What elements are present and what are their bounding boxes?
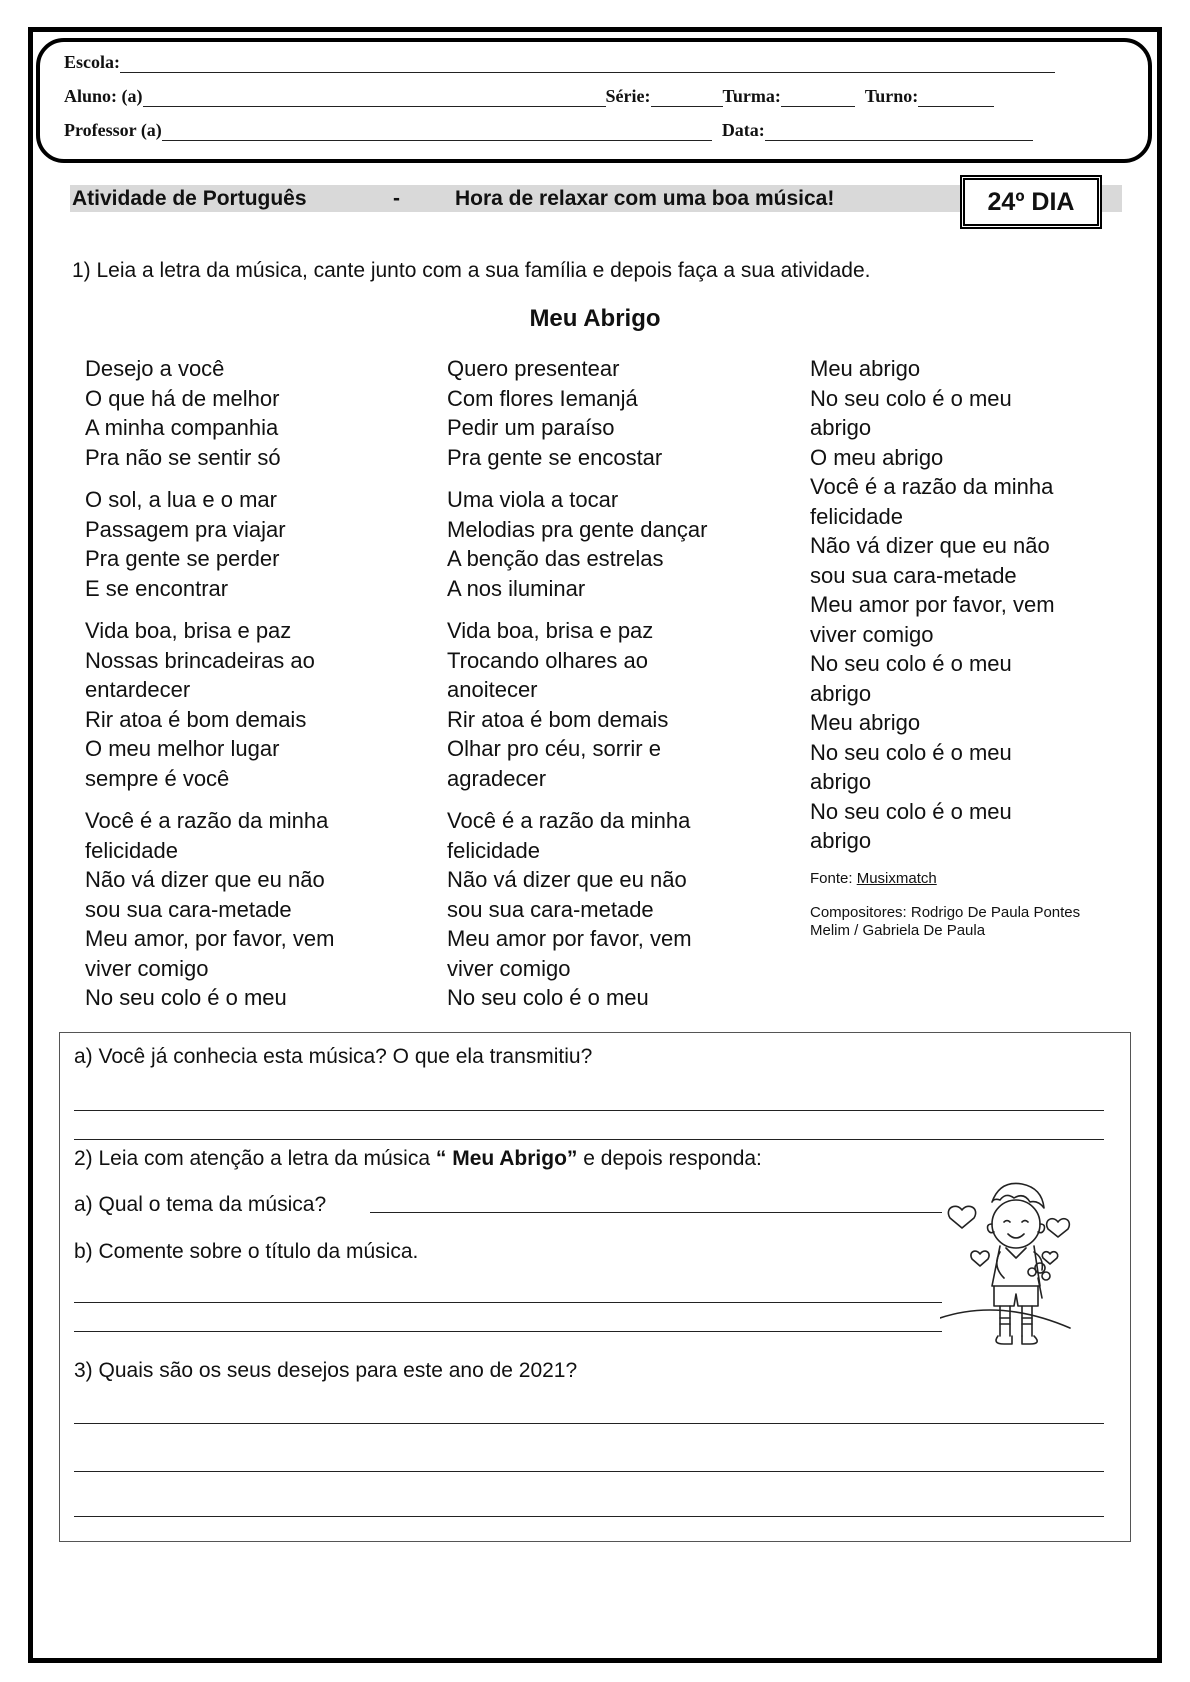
- lyric-line: A minha companhia: [85, 415, 279, 440]
- lyric-line: Você é a razão da minha: [447, 808, 691, 833]
- lyric-line: Meu abrigo: [810, 710, 921, 735]
- composers-text: Melim / Gabriela De Paula: [810, 921, 986, 939]
- answer-line[interactable]: [74, 1139, 1104, 1140]
- source-label: Fonte:: [810, 869, 857, 887]
- composers-text: Compositores: Rodrigo De Paula Pontes: [810, 903, 1081, 921]
- lyric-line: Meu amor, por favor, vem: [85, 926, 335, 951]
- lyric-line: sou sua cara-metade: [447, 896, 654, 922]
- lyric-line: sou sua cara-metade: [85, 896, 292, 922]
- student-row: [64, 86, 994, 107]
- lyric-line: O sol, a lua e o mar: [85, 487, 277, 512]
- lyric-line: O que há de melhor: [85, 385, 280, 411]
- lyric-line: sou sua cara-metade: [810, 562, 1017, 588]
- stanza: [85, 806, 425, 1013]
- lyric-line: Meu abrigo: [810, 356, 921, 381]
- answer-line[interactable]: [370, 1212, 942, 1213]
- answer-line[interactable]: [74, 1302, 942, 1303]
- class-label: Turma:: [722, 86, 781, 106]
- composers-line: [810, 904, 1110, 940]
- lyric-line: No seu colo é o meu: [447, 985, 649, 1010]
- shift-field[interactable]: [918, 90, 994, 107]
- lyrics-column-1: [85, 354, 425, 1026]
- school-label: Escola:: [64, 52, 120, 72]
- lyric-line: No seu colo é o meu: [810, 651, 1012, 676]
- lyric-line: Com flores Iemanjá: [447, 385, 638, 411]
- date-label: Data:: [721, 120, 765, 140]
- lyric-line: Meu amor por favor, vem: [447, 926, 692, 951]
- lyric-line: Vida boa, brisa e paz: [447, 618, 654, 643]
- source-line: [810, 870, 1110, 888]
- lyric-line: abrigo: [810, 680, 872, 706]
- lyric-line: A benção das estrelas: [447, 546, 664, 571]
- stanza: [85, 485, 425, 603]
- lyric-line: No seu colo é o meu: [810, 798, 1012, 824]
- song-title: Meu Abrigo: [529, 305, 661, 332]
- lyric-line: Rir atoa é bom demais: [447, 706, 669, 732]
- class-field[interactable]: [781, 90, 855, 107]
- lyric-line: O meu melhor lugar: [85, 736, 280, 761]
- lyric-line: Você é a razão da minha: [85, 808, 329, 833]
- stanza: [447, 354, 787, 472]
- stanza: [85, 616, 425, 793]
- day-badge: 24º DIA: [960, 175, 1102, 229]
- lyric-line: Pra gente se perder: [85, 546, 280, 571]
- date-field[interactable]: [765, 124, 1033, 141]
- lyric-line: No seu colo é o meu: [85, 985, 287, 1010]
- lyric-line: Pra gente se encostar: [447, 444, 663, 470]
- lyric-line: viver comigo: [810, 621, 934, 647]
- lyric-line: felicidade: [85, 837, 178, 863]
- answer-line[interactable]: [74, 1331, 942, 1332]
- lyric-line: felicidade: [447, 837, 540, 863]
- stanza: [447, 485, 787, 603]
- lyric-line: Não vá dizer que eu não: [447, 867, 687, 892]
- question-3: 3) Quais são os seus desejos para este ano de 2021?: [74, 1359, 578, 1382]
- lyrics-column-3: [810, 354, 1110, 940]
- lyric-line: Pedir um paraíso: [447, 415, 615, 440]
- school-row: [64, 52, 1055, 73]
- lyric-line: Meu amor por favor, vem: [810, 592, 1055, 617]
- lyric-line: Passagem pra viajar: [85, 516, 286, 542]
- question-2-text-end: e depois responda:: [577, 1147, 762, 1170]
- lyric-line: entardecer: [85, 677, 191, 702]
- answer-line[interactable]: [74, 1516, 1104, 1517]
- lyric-line: sempre é você: [85, 765, 230, 791]
- teacher-row: [64, 120, 1033, 141]
- lyric-line: Você é a razão da minha: [810, 474, 1054, 499]
- heart-icon: [1047, 1219, 1070, 1237]
- lyric-line: Não vá dizer que eu não: [810, 533, 1050, 558]
- lyric-line: viver comigo: [85, 955, 209, 981]
- lyric-line: agradecer: [447, 765, 547, 791]
- lyric-line: abrigo: [810, 769, 872, 794]
- lyric-line: No seu colo é o meu: [810, 739, 1012, 765]
- lyric-line: Uma viola a tocar: [447, 487, 619, 512]
- lyrics-column-2: [447, 354, 787, 1026]
- lyric-line: felicidade: [810, 503, 903, 529]
- question-2-text: 2) Leia com atenção a letra da música: [74, 1147, 436, 1170]
- teacher-label: Professor (a): [64, 120, 162, 140]
- lyric-line: O meu abrigo: [810, 444, 944, 470]
- lyric-line: Desejo a você: [85, 356, 225, 381]
- question-2b: b) Comente sobre o título da música.: [74, 1240, 419, 1263]
- answer-line[interactable]: [74, 1471, 1104, 1472]
- lyric-line: Rir atoa é bom demais: [85, 706, 307, 732]
- heart-icon: [948, 1206, 975, 1228]
- heart-icon: [1042, 1252, 1057, 1264]
- shift-label: Turno:: [864, 86, 919, 106]
- grade-field[interactable]: [651, 90, 723, 107]
- grade-label: Série:: [605, 86, 651, 106]
- lyric-line: E se encontrar: [85, 575, 229, 601]
- heart-icon: [971, 1251, 989, 1266]
- answer-line[interactable]: [74, 1110, 1104, 1111]
- lyric-line: Não vá dizer que eu não: [85, 867, 325, 892]
- student-label: Aluno: (a): [64, 86, 143, 106]
- lyric-line: Quero presentear: [447, 356, 620, 381]
- lyric-line: abrigo: [810, 828, 872, 853]
- stanza: [447, 806, 787, 1013]
- instruction-text: 1) Leia a letra da música, cante junto com a sua família e depois faça a sua atividade.: [72, 259, 871, 282]
- lyric-line: Nossas brincadeiras ao: [85, 647, 315, 673]
- student-field[interactable]: [143, 90, 606, 107]
- lyric-line: abrigo: [810, 415, 872, 440]
- lyric-line: A nos iluminar: [447, 575, 586, 601]
- stanza: [85, 354, 425, 472]
- theme-label: Hora de relaxar com uma boa música!: [455, 187, 835, 210]
- question-1a: a) Você já conhecia esta música? O que ela transmitiu?: [74, 1045, 593, 1068]
- answer-line[interactable]: [74, 1423, 1104, 1424]
- boy-with-flowers-illustration: [940, 1172, 1080, 1372]
- question-2a: a) Qual o tema da música?: [74, 1193, 327, 1216]
- lyric-line: anoitecer: [447, 677, 538, 702]
- lyric-line: viver comigo: [447, 955, 571, 981]
- teacher-field[interactable]: [162, 124, 712, 141]
- lyric-line: No seu colo é o meu: [810, 385, 1012, 411]
- subject-label: Atividade de Português: [72, 187, 307, 210]
- lyric-line: Vida boa, brisa e paz: [85, 618, 292, 643]
- lyric-line: Pra não se sentir só: [85, 444, 281, 470]
- lyric-line: Trocando olhares ao: [447, 647, 648, 673]
- source-link[interactable]: Musixmatch: [856, 869, 937, 887]
- stanza: [447, 616, 787, 793]
- lyric-line: Olhar pro céu, sorrir e: [447, 736, 661, 761]
- question-2: [74, 1147, 762, 1171]
- title-dash: -: [393, 187, 400, 210]
- school-field[interactable]: [120, 56, 1055, 73]
- question-2-song: “ Meu Abrigo”: [435, 1147, 578, 1170]
- lyric-line: Melodias pra gente dançar: [447, 516, 708, 542]
